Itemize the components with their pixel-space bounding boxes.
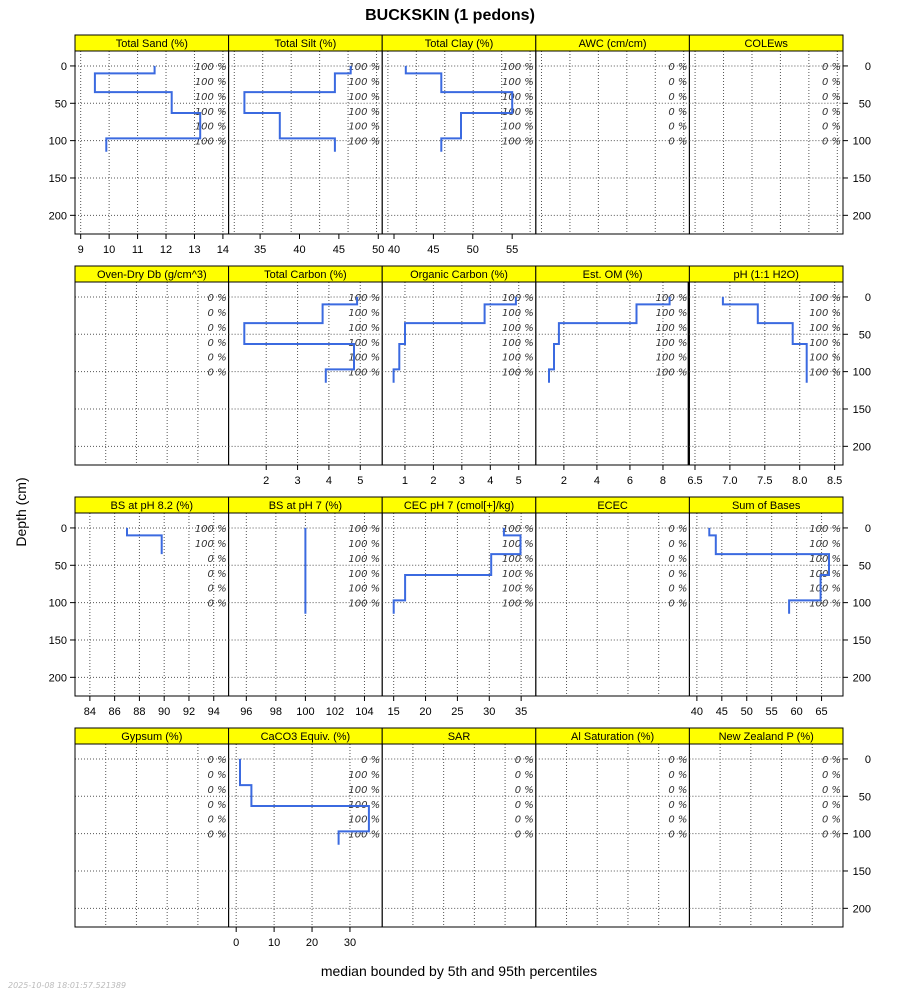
percent-label: 100 % [348, 799, 381, 811]
percent-label: 100 % [348, 292, 381, 304]
percent-label: 0 % [207, 784, 227, 796]
x-tick-label: 104 [355, 706, 374, 718]
percent-label: 100 % [502, 553, 534, 565]
percent-label: 100 % [348, 61, 381, 73]
panel-3-3 [382, 497, 536, 718]
percent-label: 0 % [668, 754, 688, 766]
percent-label: 0 % [207, 814, 227, 826]
x-tick-label: 40 [293, 244, 306, 256]
x-tick-label: 11 [131, 244, 144, 256]
percent-label: 100 % [502, 121, 534, 133]
y-tick-label: 150 [852, 634, 871, 647]
x-tick-label: 14 [216, 244, 230, 256]
x-tick-label: 92 [182, 706, 196, 718]
y-tick-label: 50 [858, 791, 871, 804]
percent-label: 100 % [809, 583, 841, 595]
y-tick-label: 150 [48, 634, 67, 647]
percent-label: 0 % [514, 754, 534, 766]
percent-label: 100 % [194, 121, 227, 133]
panel-label: AWC (cm/cm) [578, 38, 647, 50]
row-frame [75, 513, 843, 696]
x-tick-label: 5 [515, 475, 522, 487]
panel-frame [75, 282, 229, 465]
percent-label: 0 % [207, 307, 227, 319]
percent-label: 0 % [668, 106, 688, 118]
y-axis-title: Depth (cm) [13, 477, 29, 547]
panel-4-3 [382, 728, 536, 927]
panel-label: pH (1:1 H2O) [733, 269, 799, 281]
panel-2-3 [382, 266, 536, 487]
x-tick-label: 2 [560, 475, 567, 487]
x-tick-label: 30 [343, 937, 357, 949]
percent-label: 100 % [502, 337, 534, 349]
panel-frame [689, 744, 843, 927]
panel-label: Total Sand (%) [115, 38, 188, 50]
y-tick-label: 50 [858, 98, 871, 111]
percent-label: 100 % [502, 583, 534, 595]
y-tick-label: 0 [864, 522, 871, 535]
percent-label: 100 % [348, 307, 381, 319]
percent-label: 100 % [348, 76, 381, 88]
percent-label: 100 % [348, 352, 381, 364]
x-tick-label: 55 [765, 706, 778, 718]
median-profile-line [549, 297, 670, 383]
percent-label: 0 % [514, 829, 534, 841]
panel-4-2 [229, 728, 383, 949]
panel-label: ECEC [597, 500, 628, 512]
panel-label: CaCO3 Equiv. (%) [260, 731, 351, 743]
row-frame [75, 744, 843, 927]
y-tick-label: 100 [852, 366, 871, 379]
panel-label: Est. OM (%) [582, 269, 643, 281]
percent-label: 0 % [821, 91, 841, 103]
x-tick-label: 84 [83, 706, 96, 718]
percent-label: 0 % [207, 754, 227, 766]
panel-frame [536, 744, 690, 927]
percent-label: 100 % [655, 337, 688, 349]
percent-label: 0 % [821, 76, 841, 88]
y-tick-label: 200 [48, 210, 67, 223]
percent-label: 100 % [809, 322, 841, 334]
panel-4-5 [689, 728, 843, 927]
x-tick-label: 8.0 [792, 475, 808, 487]
y-tick-label: 150 [852, 865, 871, 878]
panel-4-1 [75, 728, 229, 927]
median-profile-line [406, 66, 512, 152]
percent-label: 100 % [194, 106, 227, 118]
x-tick-label: 8.5 [826, 475, 843, 487]
x-tick-label: 86 [108, 706, 121, 718]
percent-label: 0 % [668, 61, 688, 73]
percent-label: 0 % [668, 538, 688, 550]
panel-row-3 [49, 497, 871, 718]
y-tick-label: 150 [852, 172, 871, 185]
x-tick-label: 6.5 [687, 475, 703, 487]
percent-label: 100 % [348, 523, 381, 535]
percent-label: 100 % [502, 106, 534, 118]
percent-label: 0 % [207, 829, 227, 841]
x-tick-label: 65 [815, 706, 828, 718]
panel-2-4 [536, 266, 690, 487]
x-tick-label: 25 [451, 706, 464, 718]
percent-label: 100 % [348, 814, 381, 826]
percent-label: 0 % [668, 598, 688, 610]
y-tick-label: 100 [48, 597, 67, 610]
x-tick-label: 4 [593, 475, 600, 487]
percent-label: 0 % [207, 322, 227, 334]
percent-label: 0 % [821, 136, 841, 148]
percent-label: 100 % [809, 553, 841, 565]
percent-label: 100 % [502, 61, 534, 73]
percent-label: 0 % [668, 583, 688, 595]
percent-label: 100 % [348, 136, 381, 148]
y-tick-label: 0 [864, 60, 871, 73]
percent-label: 0 % [668, 829, 688, 841]
panel-1-4 [536, 35, 690, 234]
panel-3-5 [689, 497, 843, 718]
percent-label: 100 % [655, 352, 688, 364]
row-frame [75, 51, 843, 234]
percent-label: 100 % [502, 352, 534, 364]
percent-label: 100 % [809, 337, 841, 349]
percent-label: 100 % [348, 769, 381, 781]
panel-label: COLEws [744, 38, 788, 50]
percent-label: 100 % [194, 523, 227, 535]
percent-label: 0 % [668, 523, 688, 535]
x-tick-label: 40 [690, 706, 704, 718]
x-tick-label: 94 [207, 706, 220, 718]
panel-3-4 [536, 497, 690, 696]
percent-label: 100 % [809, 292, 841, 304]
percent-label: 100 % [502, 598, 534, 610]
percent-label: 0 % [668, 136, 688, 148]
panel-label: Total Carbon (%) [264, 269, 347, 281]
x-tick-label: 3 [294, 475, 301, 487]
percent-label: 0 % [207, 337, 227, 349]
percent-label: 100 % [809, 598, 841, 610]
panel-frame [536, 513, 690, 696]
percent-label: 100 % [502, 292, 534, 304]
median-profile-line [95, 66, 200, 152]
x-tick-label: 35 [515, 706, 528, 718]
y-tick-label: 0 [60, 60, 67, 73]
percent-label: 100 % [348, 583, 381, 595]
percent-label: 0 % [821, 814, 841, 826]
percent-label: 0 % [821, 61, 841, 73]
x-tick-label: 0 [233, 937, 240, 949]
percent-label: 0 % [821, 769, 841, 781]
panel-2-5 [687, 266, 843, 487]
panel-frame [382, 744, 536, 927]
percent-label: 100 % [194, 136, 227, 148]
y-tick-label: 150 [48, 172, 67, 185]
x-tick-label: 50 [740, 706, 753, 718]
y-tick-label: 200 [852, 903, 871, 916]
x-tick-label: 4 [487, 475, 494, 487]
y-tick-label: 50 [54, 560, 67, 573]
x-tick-label: 1 [401, 475, 409, 487]
percent-label: 100 % [348, 538, 381, 550]
x-tick-label: 15 [387, 706, 400, 718]
percent-label: 100 % [809, 352, 841, 364]
percent-label: 100 % [348, 598, 381, 610]
panel-3-2 [229, 497, 383, 718]
y-tick-label: 200 [852, 672, 871, 685]
percent-label: 100 % [809, 523, 841, 535]
panel-1-2 [229, 35, 385, 256]
x-tick-label: 2 [263, 475, 270, 487]
percent-label: 100 % [655, 322, 688, 334]
percent-label: 100 % [348, 121, 381, 133]
percent-label: 100 % [502, 568, 534, 580]
percent-label: 0 % [207, 598, 227, 610]
percent-label: 100 % [502, 91, 534, 103]
percent-label: 100 % [809, 538, 841, 550]
percent-label: 100 % [194, 91, 227, 103]
y-tick-label: 50 [858, 560, 871, 573]
x-tick-label: 60 [790, 706, 803, 718]
median-profile-line [244, 66, 350, 152]
percent-label: 100 % [502, 523, 534, 535]
percent-label: 0 % [207, 553, 227, 565]
panel-label: Gypsum (%) [121, 731, 183, 743]
percent-label: 100 % [348, 337, 381, 349]
y-tick-label: 200 [48, 672, 67, 685]
x-tick-label: 9 [77, 244, 84, 256]
panel-2-1 [75, 266, 229, 465]
percent-label: 100 % [194, 61, 227, 73]
percent-label: 100 % [502, 76, 534, 88]
percent-label: 100 % [502, 136, 534, 148]
percent-label: 0 % [821, 106, 841, 118]
panel-grid [49, 35, 871, 949]
y-tick-label: 50 [54, 98, 67, 111]
panel-1-1 [75, 35, 229, 256]
panel-frame [689, 51, 843, 234]
panel-frame [536, 51, 690, 234]
percent-label: 100 % [348, 568, 381, 580]
x-tick-label: 88 [133, 706, 146, 718]
percent-label: 0 % [821, 799, 841, 811]
percent-label: 100 % [502, 322, 534, 334]
x-tick-label: 5 [357, 475, 364, 487]
percent-label: 100 % [809, 307, 841, 319]
percent-label: 100 % [809, 568, 841, 580]
panel-label: CEC pH 7 (cmol[+]/kg) [403, 500, 515, 512]
median-profile-line [127, 528, 162, 554]
panel-label: BS at pH 7 (%) [268, 500, 343, 512]
panel-label: Total Clay (%) [424, 38, 494, 50]
x-tick-label: 7.5 [757, 475, 773, 487]
percent-label: 100 % [502, 367, 534, 379]
panel-row-4 [75, 728, 871, 949]
x-tick-label: 7.0 [722, 475, 738, 487]
percent-label: 0 % [668, 814, 688, 826]
y-tick-label: 200 [852, 210, 871, 223]
x-tick-label: 35 [253, 244, 267, 256]
timestamp: 2025-10-08 18:01:57.521389 [8, 981, 127, 990]
percent-label: 0 % [514, 769, 534, 781]
percent-label: 100 % [194, 76, 227, 88]
x-tick-label: 8 [659, 475, 667, 487]
percent-label: 0 % [668, 769, 688, 781]
x-tick-label: 55 [506, 244, 519, 256]
y-tick-label: 100 [48, 135, 67, 148]
percent-label: 100 % [655, 307, 688, 319]
percent-label: 100 % [348, 322, 381, 334]
percent-label: 0 % [668, 76, 688, 88]
percent-label: 100 % [655, 367, 688, 379]
x-tick-label: 45 [332, 244, 346, 256]
x-tick-label: 6 [626, 475, 634, 487]
x-tick-label: 30 [483, 706, 496, 718]
x-tick-label: 20 [419, 706, 432, 718]
y-tick-label: 0 [864, 291, 871, 304]
x-tick-label: 102 [325, 706, 345, 718]
y-tick-label: 100 [852, 597, 871, 610]
percent-label: 100 % [502, 307, 534, 319]
x-tick-label: 10 [103, 244, 116, 256]
x-tick-label: 10 [267, 937, 281, 949]
percent-label: 0 % [821, 121, 841, 133]
percent-label: 0 % [514, 784, 534, 796]
x-tick-label: 96 [240, 706, 253, 718]
median-profile-line [244, 297, 357, 383]
panel-label: SAR [447, 731, 471, 743]
panel-1-3 [382, 35, 536, 256]
panel-label: New Zealand P (%) [718, 731, 814, 743]
percent-label: 0 % [668, 91, 688, 103]
panel-frame [75, 744, 229, 927]
panel-label: Al Saturation (%) [571, 731, 655, 743]
x-axis-title: median bounded by 5th and 95th percentiles [320, 963, 598, 979]
percent-label: 0 % [361, 754, 381, 766]
y-tick-label: 0 [864, 753, 871, 766]
panel-1-5 [689, 35, 843, 234]
x-tick-label: 13 [188, 244, 201, 256]
panel-label: BS at pH 8.2 (%) [110, 500, 194, 512]
row-frame [75, 282, 843, 465]
panel-label: Sum of Bases [731, 500, 801, 512]
x-tick-label: 45 [715, 706, 728, 718]
percent-label: 100 % [809, 367, 841, 379]
percent-label: 0 % [668, 568, 688, 580]
x-tick-label: 12 [159, 244, 173, 256]
panel-label: Organic Carbon (%) [410, 269, 508, 281]
panel-row-2 [75, 266, 871, 487]
x-tick-label: 45 [427, 244, 440, 256]
x-tick-label: 98 [269, 706, 282, 718]
percent-label: 0 % [668, 553, 688, 565]
percent-label: 100 % [348, 106, 381, 118]
y-tick-label: 0 [60, 522, 67, 535]
panel-label: Oven-Dry Db (g/cm^3) [96, 269, 207, 281]
percent-label: 100 % [348, 829, 381, 841]
percent-label: 0 % [207, 367, 227, 379]
percent-label: 100 % [655, 292, 688, 304]
y-tick-label: 200 [852, 441, 871, 454]
panel-2-2 [229, 266, 383, 487]
percent-label: 0 % [821, 754, 841, 766]
x-tick-label: 3 [458, 475, 465, 487]
percent-label: 100 % [348, 91, 381, 103]
percent-label: 100 % [194, 538, 227, 550]
percent-label: 0 % [668, 784, 688, 796]
percent-label: 100 % [502, 538, 534, 550]
percent-label: 0 % [668, 121, 688, 133]
x-tick-label: 100 [296, 706, 315, 718]
percent-label: 0 % [821, 784, 841, 796]
percent-label: 100 % [348, 784, 381, 796]
percent-label: 0 % [207, 769, 227, 781]
panel-row-1 [49, 35, 871, 256]
percent-label: 0 % [207, 568, 227, 580]
percent-label: 100 % [348, 367, 381, 379]
percent-label: 0 % [207, 583, 227, 595]
panel-3-1 [75, 497, 229, 718]
percent-label: 0 % [514, 799, 534, 811]
figure-title: BUCKSKIN (1 pedons) [365, 7, 535, 24]
median-profile-line [394, 297, 516, 383]
percent-label: 0 % [668, 799, 688, 811]
panel-label: Total Silt (%) [274, 38, 337, 50]
percent-label: 0 % [207, 799, 227, 811]
x-tick-label: 2 [430, 475, 437, 487]
x-tick-label: 40 [387, 244, 401, 256]
percent-label: 0 % [207, 352, 227, 364]
x-tick-label: 50 [372, 244, 385, 256]
percent-label: 0 % [514, 814, 534, 826]
percent-label: 0 % [821, 829, 841, 841]
y-tick-label: 150 [852, 403, 871, 416]
x-tick-label: 20 [305, 937, 319, 949]
y-tick-label: 50 [858, 329, 871, 342]
panel-4-4 [536, 728, 690, 927]
percent-label: 0 % [207, 292, 227, 304]
percent-label: 100 % [348, 553, 381, 565]
x-tick-label: 50 [466, 244, 479, 256]
y-tick-label: 100 [852, 828, 871, 841]
x-tick-label: 90 [158, 706, 171, 718]
x-tick-label: 4 [325, 475, 332, 487]
y-tick-label: 100 [852, 135, 871, 148]
